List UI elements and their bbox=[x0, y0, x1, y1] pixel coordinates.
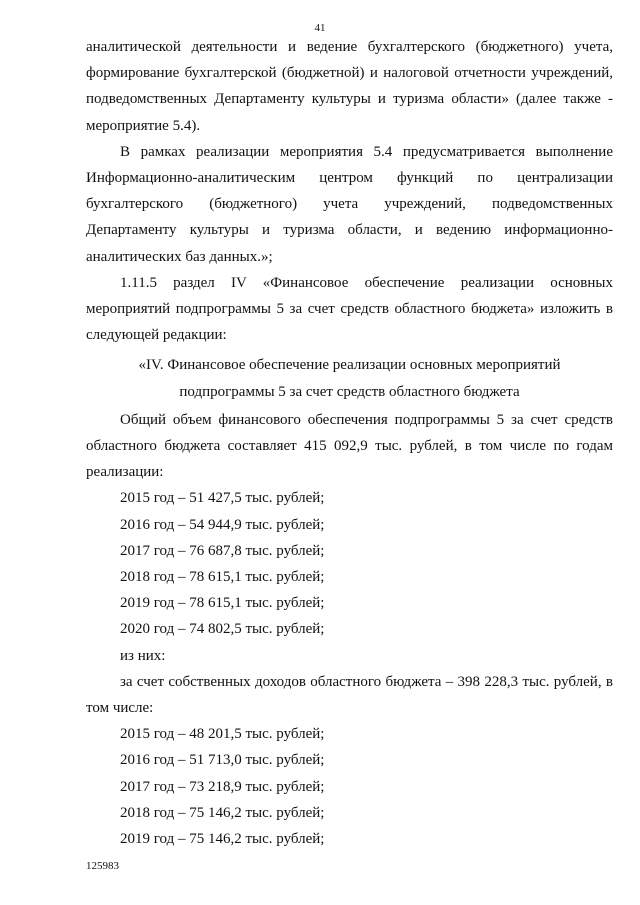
paragraph-continuation: аналитической деятельности и ведение бухгалтерского (бюджетного) учета, формирование бухгалтерской (бюджетной) и налоговой отчетности учреждений, подведомственных Департаменту культуры и туризма области» (далее также - мероприятие 5.4). bbox=[86, 39, 613, 134]
years-own-list bbox=[86, 721, 613, 852]
document-id: 125983 bbox=[86, 860, 119, 872]
years-total-list bbox=[86, 485, 613, 642]
paragraph-total-volume: Общий объем финансового обеспечения подпрограммы 5 за счет средств областного бюджета составляет 415 092,9 тыс. рублей, в том числе по годам реализации: bbox=[86, 411, 613, 481]
paragraph-amendment-1-11-5: 1.11.5 раздел IV «Финансовое обеспечение реализации основных мероприятий подпрограммы 5 за счет средств областного бюджета» изложить в следующей редакции: bbox=[86, 274, 613, 344]
list-item: 2018 год – 75 146,2 тыс. рублей; bbox=[120, 804, 325, 821]
paragraph-own-revenue: за счет собственных доходов областного бюджета – 398 228,3 тыс. рублей, в том числе: bbox=[86, 673, 613, 717]
list-item: 2020 год – 74 802,5 тыс. рублей; bbox=[120, 621, 325, 638]
paragraph-measure-5-4: В рамках реализации мероприятия 5.4 предусматривается выполнение Информационно-аналитическим центром функций по централизации бухгалтерского (бюджетного) учета учреждений, подведомственных Департаменту культуры и туризма области, и ведению информационно-аналитических баз данных.»; bbox=[86, 143, 613, 265]
list-item: 2017 год – 76 687,8 тыс. рублей; bbox=[120, 542, 325, 559]
list-item: 2016 год – 51 713,0 тыс. рублей; bbox=[120, 752, 325, 769]
iz-nih-label: из них: bbox=[120, 647, 166, 664]
document-body bbox=[86, 34, 613, 852]
section-heading bbox=[86, 352, 613, 404]
list-item: 2017 год – 73 218,9 тыс. рублей; bbox=[120, 778, 325, 795]
list-item: 2015 год – 51 427,5 тыс. рублей; bbox=[120, 490, 325, 507]
list-item: 2019 год – 75 146,2 тыс. рублей; bbox=[120, 831, 325, 848]
list-item: 2019 год – 78 615,1 тыс. рублей; bbox=[120, 595, 325, 612]
section-heading-line-2: подпрограммы 5 за счет средств областного бюджета bbox=[179, 383, 520, 400]
page-number: 41 bbox=[314, 22, 326, 34]
list-item: 2015 год – 48 201,5 тыс. рублей; bbox=[120, 726, 325, 743]
section-heading-line-1: «IV. Финансовое обеспечение реализации основных мероприятий bbox=[138, 357, 561, 374]
list-item: 2018 год – 78 615,1 тыс. рублей; bbox=[120, 569, 325, 586]
list-item: 2016 год – 54 944,9 тыс. рублей; bbox=[120, 516, 325, 533]
